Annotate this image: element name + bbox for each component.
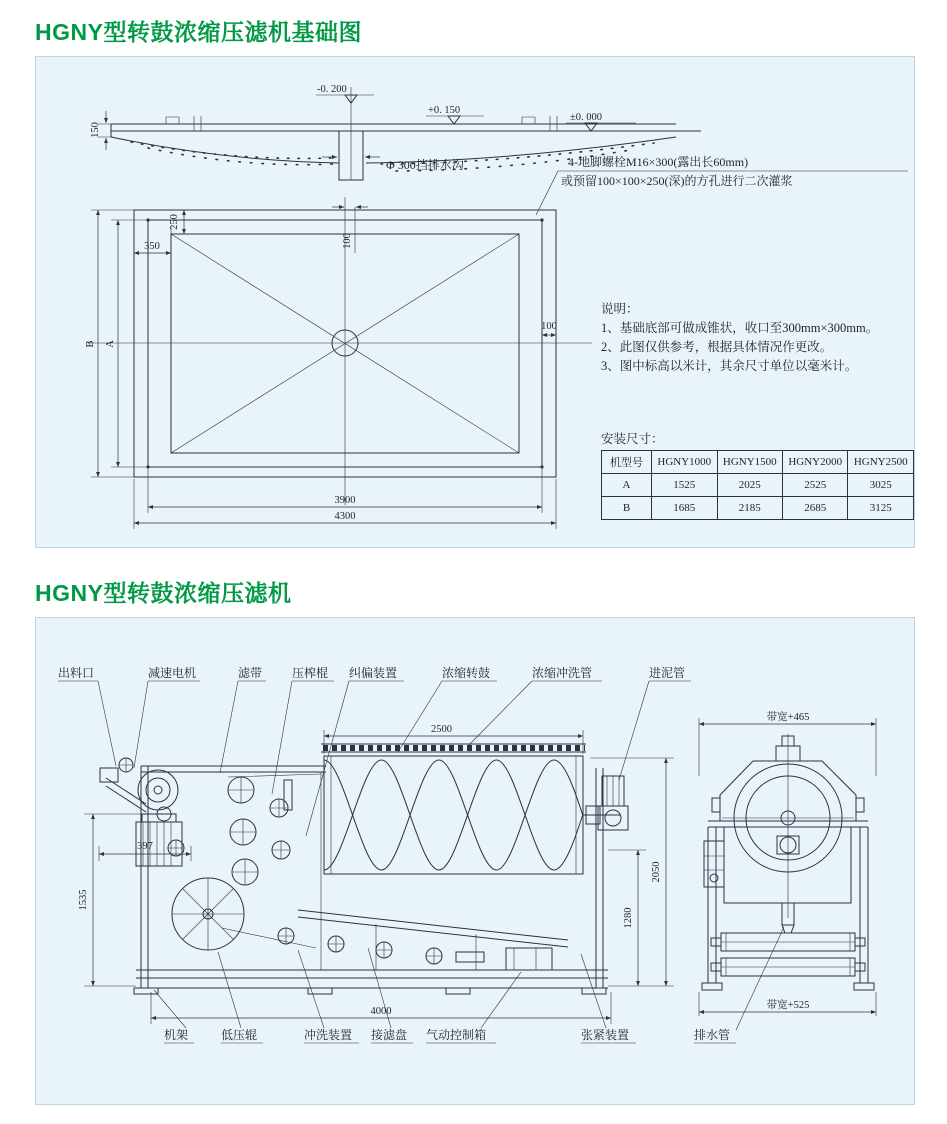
- label-sludge-inlet: 进泥管: [649, 666, 686, 680]
- anchor-bolt-note: [536, 154, 908, 215]
- dim-1280: 1280: [623, 907, 634, 929]
- label-tensioning-device: 张紧装置: [581, 1028, 630, 1042]
- notes-item-1: 1、基础底部可做成锥状，收口至300mm×300mm。: [601, 321, 879, 335]
- notes-item-2: 2、此图仅供参考，根据具体情况作更改。: [601, 340, 833, 354]
- cell: 1525: [652, 474, 717, 497]
- dim-1535: 1535: [78, 889, 89, 911]
- elevation-zero: ±0. 000: [570, 112, 603, 123]
- anchor-note-line2: 或预留100×100×250(深)的方孔进行二次灌浆: [561, 174, 793, 188]
- dim-3900: 3900: [334, 495, 356, 506]
- label-outlet: 出料口: [58, 666, 95, 680]
- foundation-panel: [35, 56, 915, 548]
- label-flush-pipe: 浓缩冲洗管: [532, 666, 593, 680]
- cell: 2025: [717, 474, 782, 497]
- label-flushing-device: 冲洗装置: [304, 1028, 353, 1042]
- label-press-roller: 压榨棍: [292, 666, 329, 680]
- label-gear-motor: 减速电机: [148, 666, 197, 680]
- label-pneumatic-control-box: 气动控制箱: [426, 1028, 487, 1042]
- table-header-hgny1500: HGNY1500: [717, 451, 782, 474]
- dim-100-right: 100: [541, 321, 557, 332]
- thickening-drum: [321, 744, 621, 874]
- label-low-pressure-roller: 低压辊: [221, 1028, 258, 1042]
- cell: 2525: [783, 474, 848, 497]
- dim-belt-width-465: 带宽+465: [766, 712, 810, 723]
- cell: 1685: [652, 497, 717, 520]
- machine-side-view: [699, 710, 876, 1016]
- table-header-hgny2500: HGNY2500: [848, 451, 914, 474]
- machine-drawing: [36, 618, 914, 1104]
- dim-2050: 2050: [651, 861, 662, 883]
- cell: 3125: [848, 497, 914, 520]
- dim-belt-width-525: 带宽+525: [766, 1000, 810, 1011]
- machine-bottom-labels: [154, 927, 784, 1043]
- dim-4300: 4300: [334, 511, 356, 522]
- notes-item-3: 3、图中标高以米计，其余尺寸单位以毫米计。: [601, 359, 858, 373]
- install-dims-table: [601, 450, 914, 520]
- label-frame: 机架: [164, 1028, 189, 1042]
- label-deviation-device: 纠偏装置: [349, 666, 398, 680]
- cell: 3025: [848, 474, 914, 497]
- label-filtrate-tray: 接滤盘: [371, 1028, 408, 1042]
- machine-section-title: HGNY型转鼓浓缩压滤机: [35, 580, 292, 606]
- table-header-hgny2000: HGNY2000: [783, 451, 848, 474]
- machine-panel: [35, 617, 915, 1105]
- dim-A: A: [105, 340, 116, 348]
- foundation-section-title: HGNY型转鼓浓缩压滤机基础图: [35, 19, 362, 45]
- notes-title: 说明：: [601, 302, 639, 316]
- cell: 2185: [717, 497, 782, 520]
- row-b-label: B: [602, 497, 652, 520]
- dim-150: 150: [90, 122, 101, 138]
- label-drain-pipe: 排水管: [694, 1028, 731, 1042]
- dim-4000: 4000: [370, 1006, 392, 1017]
- cell: 2685: [783, 497, 848, 520]
- anchor-note-line1: 4-地脚螺栓M16×300(露出长60mm): [568, 155, 749, 169]
- dim-2500: 2500: [431, 724, 452, 735]
- table-header-model: 机型号: [602, 451, 652, 474]
- foundation-notes: [601, 300, 878, 376]
- row-a-label: A: [602, 474, 652, 497]
- dim-350: 350: [144, 241, 160, 252]
- dim-B: B: [85, 340, 96, 348]
- drain-ditch-label: Φ 300挡排水沟: [386, 158, 464, 172]
- elevation-minus-0200: -0. 200: [317, 84, 347, 95]
- table-header-hgny1000: HGNY1000: [652, 451, 717, 474]
- label-thickening-drum: 浓缩转鼓: [442, 666, 491, 680]
- table-row: [602, 497, 914, 520]
- table-row: [602, 474, 914, 497]
- dim-397: 397: [137, 841, 153, 852]
- elevation-plus-0150: +0. 150: [428, 105, 461, 116]
- machine-front-view: [100, 744, 628, 994]
- install-dims-title: 安装尺寸：: [601, 432, 664, 446]
- dim-100-top: 100: [342, 233, 353, 249]
- label-filter-belt: 滤带: [238, 666, 263, 680]
- foundation-plan-view: [85, 197, 592, 529]
- dim-250: 250: [169, 214, 180, 230]
- table-header-row: [602, 451, 914, 474]
